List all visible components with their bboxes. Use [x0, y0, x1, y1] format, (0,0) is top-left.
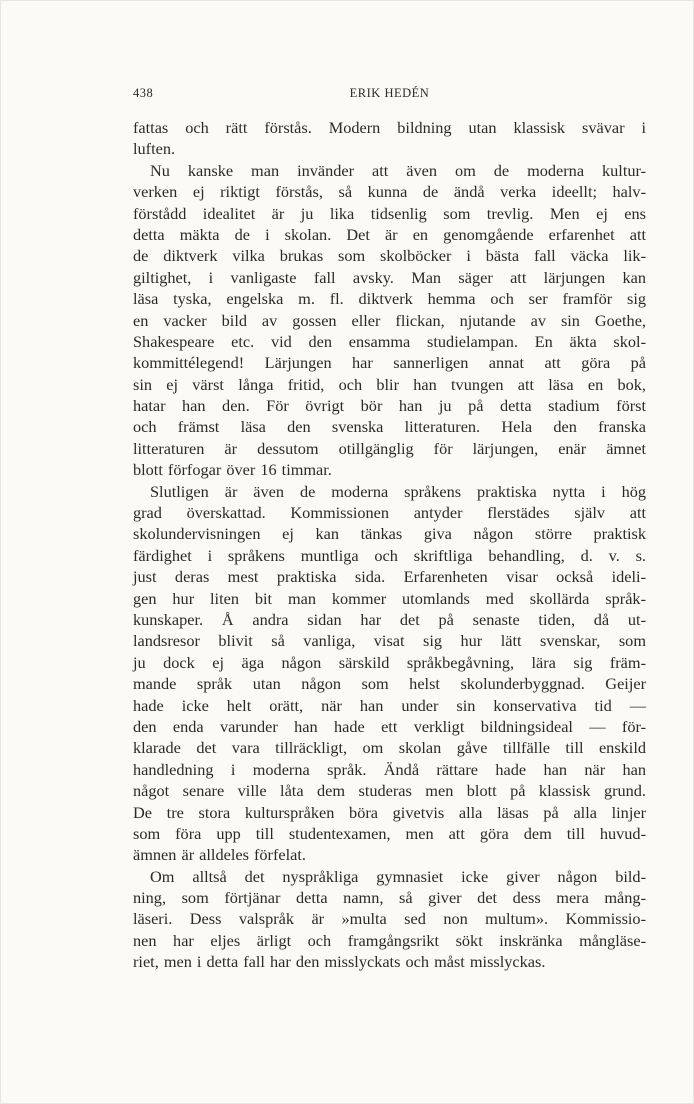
paragraph [133, 481, 646, 866]
text-line: kunskaper. Å andra sidan har det på senaste tiden, då ut- [133, 609, 646, 629]
text-line: den enda varunder han hade ett verkligt bildningsideal — för- [133, 716, 646, 736]
text-line: Nu kanske man invänder att även om de moderna kultur- [150, 160, 646, 180]
text-line: förstådd idealitet är ju lika tidsenlig som trevlig. Men ej ens [133, 203, 646, 223]
text-line: fattas och rätt förstås. Modern bildning utan klassisk svävar i [133, 118, 646, 137]
text-line: handledning i moderna språk. Ändå rättare hade han när han [133, 759, 646, 779]
text-line: mande språk utan någon som helst skolunderbyggnad. Geijer [133, 674, 646, 694]
text-line: Shakespeare etc. vid den ensamma studielampan. En äkta skol- [133, 331, 646, 351]
text-line: just deras mest praktiska sida. Erfarenheten visar också ideli- [133, 567, 646, 587]
paragraph [133, 160, 646, 481]
text-line: giltighet, i vanligaste fall avsky. Man säger att lärjungen kan [133, 267, 646, 287]
text-line: ju dock ej äga någon särskild språkbegåvning, lära sig främ- [133, 652, 646, 672]
text-line: hatar han den. För övrigt bör han ju på detta stadium först [133, 396, 646, 416]
paragraph [133, 866, 646, 973]
running-header [133, 86, 646, 106]
text-line: Slutligen är även de moderna språkens praktiska nytta i hög [150, 481, 646, 501]
text-line: något senare ville låta dem studeras men blott på klassisk grund. [133, 781, 646, 801]
running-title: ERIK HEDÉN [349, 86, 430, 100]
text-line: riet, men i detta fall har den misslyckats och måst misslyckas. [133, 952, 546, 972]
text-line: klarade det vara tillräckligt, om skolan gåve tillfälle till enskild [133, 738, 646, 758]
page-number: 438 [133, 86, 154, 100]
text-line: som föra upp till studentexamen, men att göra dem till huvud- [133, 823, 646, 843]
text-line: de diktverk vilka brukas som skolböcker i bästa fall väcka lik- [133, 246, 646, 266]
text-line: en vacker bild av gossen eller flickan, njutande av sin Goethe, [133, 310, 646, 330]
text-line: sin ej värst långa fritid, och blir han tvungen att läsa en bok, [133, 374, 646, 394]
text-line: nen har eljes ärligt och framgångsrikt sökt inskränka mångläse- [133, 930, 646, 950]
text-line: litteraturen är dessutom otillgänglig för lärjungen, enär ämnet [133, 438, 646, 458]
text-line: kommittélegend! Lärjungen har sannerligen annat att göra på [133, 353, 646, 373]
text-line: ämnen är alldeles förfelat. [133, 845, 306, 865]
text-line: Om alltså det nyspråkliga gymnasiet icke giver någon bild- [150, 866, 646, 886]
text-line: landsresor blivit så vanliga, visat sig hur lätt svenskar, som [133, 631, 646, 651]
text-line: hade icke helt orätt, när han under sin konservativa tid — [133, 695, 646, 715]
paragraph [133, 117, 646, 160]
text-line: gen hur liten bit man kommer utomlands med skollärda språk- [133, 588, 646, 608]
text-line: verken ej riktigt förstås, så kunna de ändå verka ideellt; halv- [133, 182, 646, 202]
text-line: grad överskattad. Kommissionen antyder flerstädes själv att [133, 503, 646, 523]
text-line: läseri. Dess valspråk är »multa sed non multum». Kommissio- [133, 909, 646, 929]
text-line: ning, som förtjänar detta namn, så giver det dess mera mång- [133, 888, 646, 908]
text-line: detta mäkta de i skolan. Det är en genomgående erfarenhet att [133, 224, 646, 244]
text-line: De tre stora kulturspråken böra givetvis alla läsas på alla linjer [133, 802, 646, 822]
text-line: färdighet i språkens muntliga och skriftliga behandling, d. v. s. [133, 545, 646, 565]
text-line: skolundervisningen ej kan tänkas giva någon större praktisk [133, 524, 646, 544]
text-line: blott förfogar över 16 timmar. [133, 460, 332, 480]
text-line: läsa tyska, engelska m. fl. diktverk hemma och ser framför sig [133, 289, 646, 309]
body-text [133, 117, 646, 973]
text-line: och främst läsa den svenska litteraturen. Hela den franska [133, 417, 646, 437]
text-line: luften. [133, 139, 176, 159]
